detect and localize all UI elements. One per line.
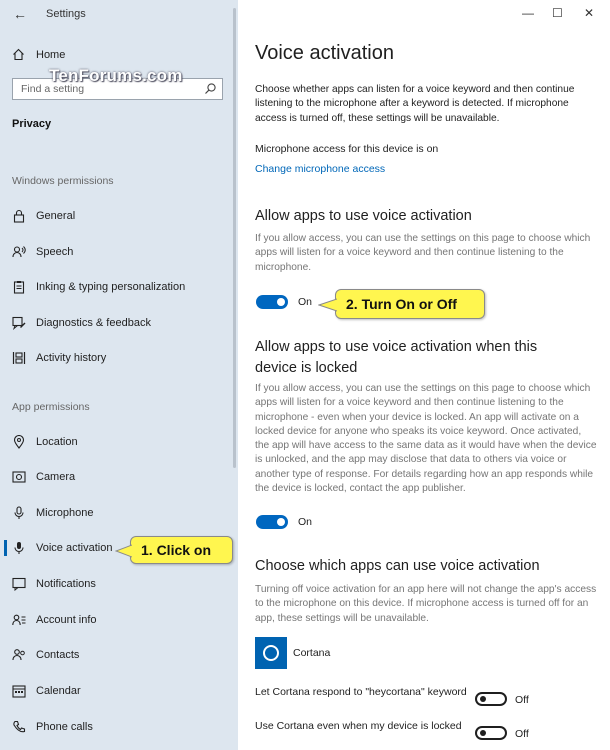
notifications-icon bbox=[12, 577, 26, 591]
sidebar-item-contacts[interactable] bbox=[12, 646, 79, 664]
locked-description: If you allow access, you can use the settings on this page to choose which apps will listen for a voice keyword and then continue listening to the microphone - even when your device is locked. An app will activate on a locked device for anyone who speaks its voice keyword. Once activated, the app will have access to the same data as it would have when the device is unlocked, and the app may disclose that data to others via voice or another type of response. For details regarding how an app responds while the device is locked, contact the app publisher. bbox=[255, 383, 597, 495]
allow-toggle[interactable] bbox=[256, 295, 288, 309]
search-placeholder: Find a setting bbox=[21, 83, 85, 95]
locked-toggle-state: On bbox=[298, 516, 313, 528]
search-icon bbox=[204, 82, 217, 95]
main-content bbox=[238, 0, 610, 750]
timeline-icon bbox=[12, 351, 26, 365]
sidebar-item-label: Microphone bbox=[36, 507, 94, 519]
close-icon[interactable]: ✕ bbox=[584, 6, 595, 20]
location-icon bbox=[12, 435, 26, 449]
home-nav[interactable] bbox=[12, 48, 65, 61]
windows-permissions-header: Windows permissions bbox=[12, 175, 114, 187]
callout-step1-text: 1. Click on bbox=[141, 542, 212, 558]
account-info-icon bbox=[12, 613, 26, 627]
callout-step2-text: 2. Turn On or Off bbox=[346, 296, 457, 312]
callout-step1-pointer bbox=[115, 544, 132, 558]
app-permissions-header: App permissions bbox=[12, 401, 90, 413]
locked-heading: Allow apps to use voice activation when this device is locked bbox=[255, 339, 538, 376]
calendar-icon bbox=[12, 684, 26, 698]
microphone-icon bbox=[12, 506, 26, 520]
choose-heading: Choose which apps can use voice activation bbox=[255, 558, 540, 574]
sidebar-item-label: Camera bbox=[36, 471, 76, 483]
window-title: Settings bbox=[46, 8, 86, 20]
sidebar-item-speech[interactable] bbox=[12, 243, 73, 261]
contacts-icon bbox=[12, 648, 26, 662]
clipboard-icon bbox=[12, 280, 26, 294]
sidebar-item-camera[interactable] bbox=[12, 468, 75, 486]
sidebar-item-voice-activation[interactable] bbox=[12, 539, 112, 557]
sidebar-item-label: Voice activation bbox=[36, 542, 113, 554]
home-label: Home bbox=[36, 48, 66, 61]
sidebar-item-activity-history[interactable] bbox=[12, 349, 106, 367]
minimize-icon[interactable]: — bbox=[522, 6, 534, 20]
cortana-icon bbox=[255, 637, 287, 669]
sidebar-item-diagnostics[interactable] bbox=[12, 314, 151, 332]
home-icon bbox=[12, 48, 25, 61]
camera-icon bbox=[12, 470, 26, 484]
sidebar-item-label: Calendar bbox=[36, 685, 81, 697]
cortana-keyword-toggle[interactable] bbox=[475, 692, 507, 706]
lock-icon bbox=[12, 209, 26, 223]
back-icon[interactable]: ← bbox=[13, 6, 27, 22]
sidebar-item-phone-calls[interactable] bbox=[12, 718, 93, 736]
allow-description: If you allow access, you can use the settings on this page to choose which apps will listen for a voice keyword and then continue listening to the microphone. bbox=[255, 233, 591, 273]
cortana-keyword-label: Let Cortana respond to "heycortana" keyword bbox=[255, 686, 467, 698]
callout-step2-pointer bbox=[318, 298, 337, 312]
allow-heading: Allow apps to use voice activation bbox=[255, 208, 472, 224]
sidebar-item-label: Diagnostics & feedback bbox=[36, 317, 151, 329]
sidebar-item-account-info[interactable] bbox=[12, 611, 97, 629]
sidebar-item-label: Contacts bbox=[36, 649, 80, 661]
speech-icon bbox=[12, 245, 26, 259]
app-name: Cortana bbox=[293, 647, 331, 659]
sidebar-item-calendar[interactable] bbox=[12, 682, 81, 700]
cortana-locked-label: Use Cortana even when my device is locked bbox=[255, 720, 462, 732]
sidebar-item-label: Notifications bbox=[36, 578, 96, 590]
change-mic-link[interactable]: Change microphone access bbox=[255, 163, 386, 175]
feedback-icon bbox=[12, 316, 26, 330]
choose-description: Turning off voice activation for an app here will not change the app's access to the microphone on this device. If microphone access is turned off for an app, these settings will be unavailable. bbox=[255, 584, 597, 624]
mic-status: Microphone access for this device is on bbox=[255, 143, 439, 155]
sidebar-item-label: Phone calls bbox=[36, 721, 93, 733]
category-title: Privacy bbox=[12, 118, 52, 130]
sidebar-item-notifications[interactable] bbox=[12, 575, 96, 593]
cortana-keyword-state: Off bbox=[515, 694, 529, 706]
sidebar-item-label: Inking & typing personalization bbox=[36, 281, 186, 293]
watermark: TenForums.com bbox=[49, 66, 183, 85]
sidebar-item-label: Speech bbox=[36, 246, 74, 258]
selected-indicator bbox=[4, 540, 7, 556]
page-title: Voice activation bbox=[255, 42, 394, 64]
sidebar-item-microphone[interactable] bbox=[12, 504, 93, 522]
sidebar bbox=[0, 0, 238, 750]
sidebar-item-location[interactable] bbox=[12, 433, 78, 451]
sidebar-scrollbar[interactable] bbox=[233, 8, 236, 468]
voice-icon bbox=[12, 541, 26, 555]
allow-toggle-state: On bbox=[298, 296, 313, 308]
sidebar-item-inking[interactable] bbox=[12, 278, 185, 296]
callout-step1 bbox=[130, 536, 233, 564]
phone-icon bbox=[12, 720, 26, 734]
cortana-locked-state: Off bbox=[515, 728, 529, 740]
sidebar-item-label: Activity history bbox=[36, 352, 107, 364]
sidebar-item-label: Location bbox=[36, 436, 78, 448]
sidebar-item-general[interactable] bbox=[12, 207, 75, 225]
sidebar-item-label: Account info bbox=[36, 614, 97, 626]
sidebar-item-label: General bbox=[36, 210, 76, 222]
maximize-icon[interactable]: ☐ bbox=[552, 6, 563, 20]
intro-text: Choose whether apps can listen for a voice keyword and then continue listening to the microphone after a keyword is detected. If microphone access is turned off, these settings will be unavailable. bbox=[255, 84, 575, 124]
callout-step2 bbox=[335, 289, 485, 319]
locked-toggle[interactable] bbox=[256, 515, 288, 529]
cortana-locked-toggle[interactable] bbox=[475, 726, 507, 740]
